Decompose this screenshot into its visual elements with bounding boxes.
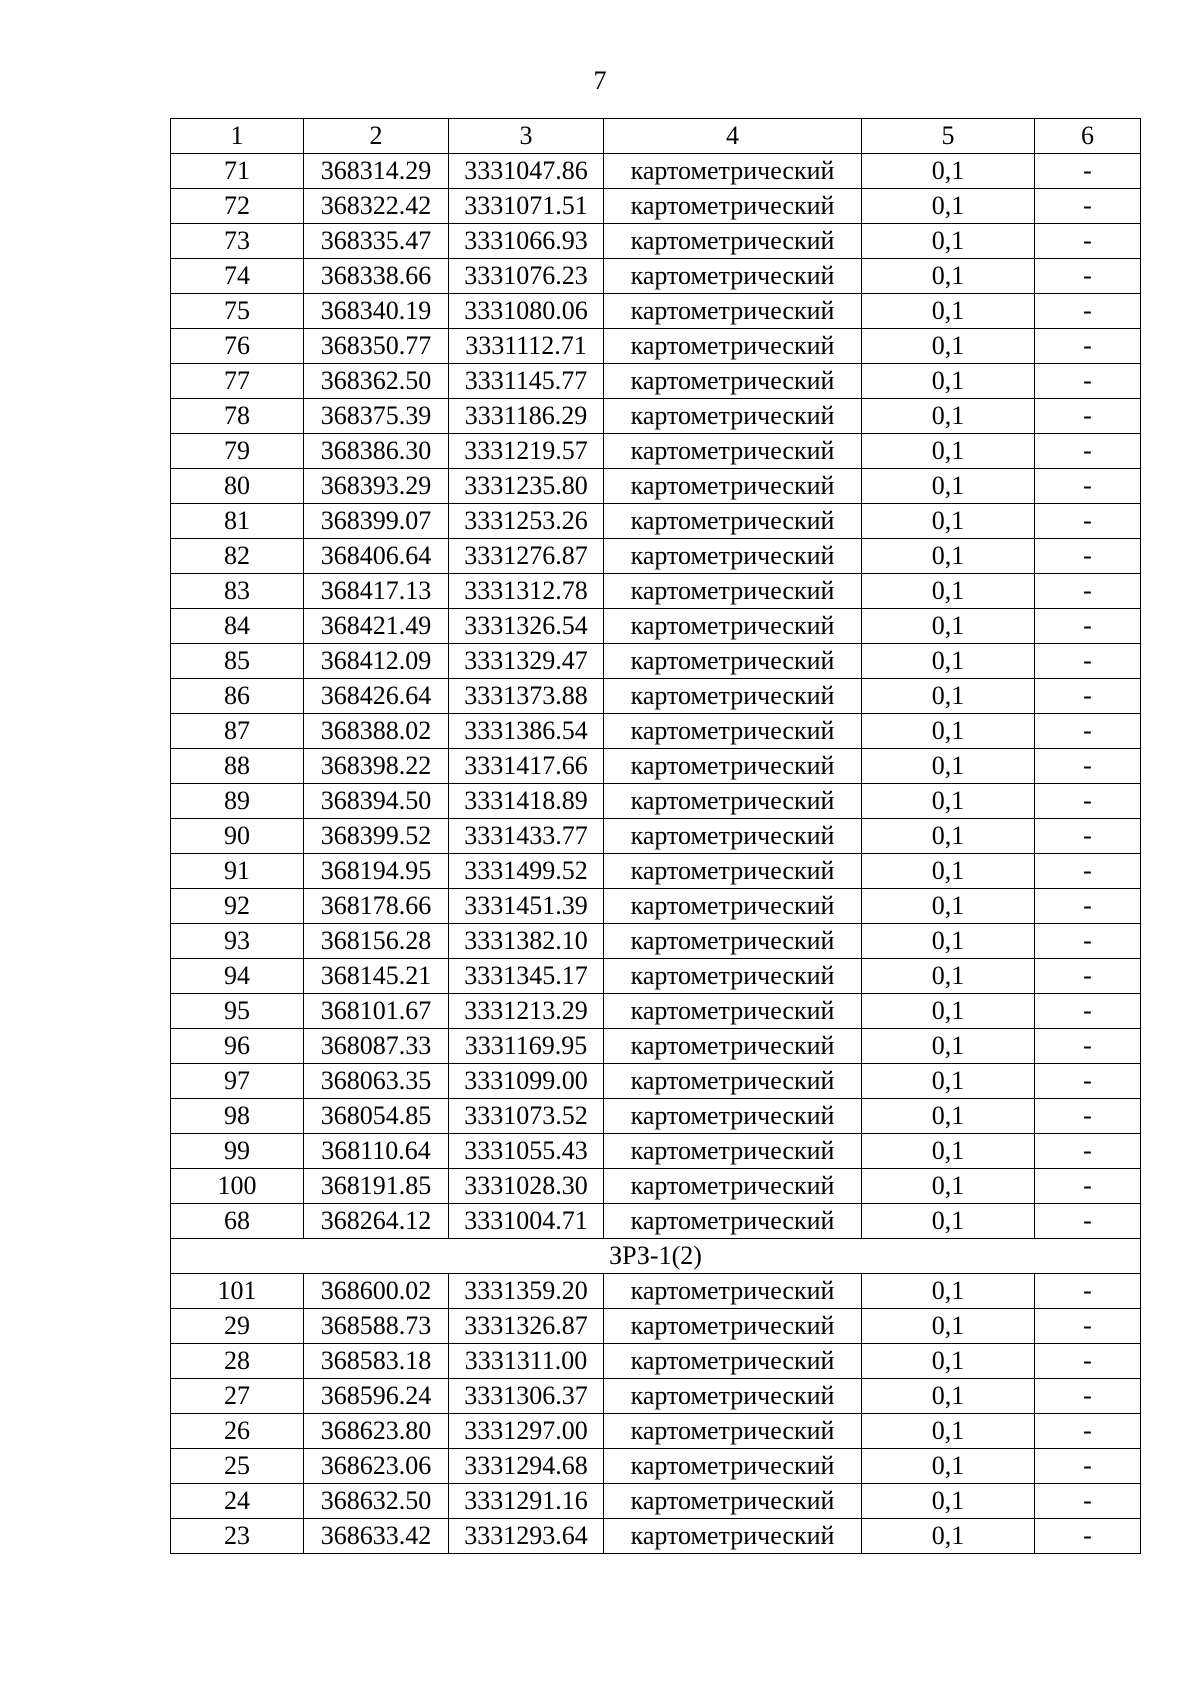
point-number-cell: 88 bbox=[171, 749, 304, 784]
method-cell: картометрический bbox=[604, 1099, 862, 1134]
note-cell: - bbox=[1035, 1169, 1141, 1204]
point-number-cell: 29 bbox=[171, 1309, 304, 1344]
x-coordinate-cell: 368583.18 bbox=[304, 1344, 449, 1379]
note-cell: - bbox=[1035, 1449, 1141, 1484]
x-coordinate-cell: 368412.09 bbox=[304, 644, 449, 679]
point-number-cell: 95 bbox=[171, 994, 304, 1029]
x-coordinate-cell: 368110.64 bbox=[304, 1134, 449, 1169]
point-number-cell: 96 bbox=[171, 1029, 304, 1064]
method-cell: картометрический bbox=[604, 1449, 862, 1484]
point-number-cell: 99 bbox=[171, 1134, 304, 1169]
method-cell: картометрический bbox=[604, 994, 862, 1029]
method-cell: картометрический bbox=[604, 294, 862, 329]
note-cell: - bbox=[1035, 994, 1141, 1029]
point-number-cell: 98 bbox=[171, 1099, 304, 1134]
method-cell: картометрический bbox=[604, 749, 862, 784]
header-cell: 1 bbox=[171, 119, 304, 154]
accuracy-cell: 0,1 bbox=[862, 259, 1035, 294]
y-coordinate-cell: 3331306.37 bbox=[449, 1379, 604, 1414]
y-coordinate-cell: 3331071.51 bbox=[449, 189, 604, 224]
point-number-cell: 74 bbox=[171, 259, 304, 294]
accuracy-cell: 0,1 bbox=[862, 364, 1035, 399]
table-row bbox=[171, 574, 1141, 609]
point-number-cell: 85 bbox=[171, 644, 304, 679]
point-number-cell: 68 bbox=[171, 1204, 304, 1239]
y-coordinate-cell: 3331418.89 bbox=[449, 784, 604, 819]
note-cell: - bbox=[1035, 1309, 1141, 1344]
accuracy-cell: 0,1 bbox=[862, 1519, 1035, 1554]
method-cell: картометрический bbox=[604, 924, 862, 959]
header-cell: 4 bbox=[604, 119, 862, 154]
accuracy-cell: 0,1 bbox=[862, 679, 1035, 714]
method-cell: картометрический bbox=[604, 259, 862, 294]
method-cell: картометрический bbox=[604, 504, 862, 539]
note-cell: - bbox=[1035, 539, 1141, 574]
table-row bbox=[171, 259, 1141, 294]
x-coordinate-cell: 368421.49 bbox=[304, 609, 449, 644]
point-number-cell: 23 bbox=[171, 1519, 304, 1554]
accuracy-cell: 0,1 bbox=[862, 644, 1035, 679]
note-cell: - bbox=[1035, 1344, 1141, 1379]
x-coordinate-cell: 368632.50 bbox=[304, 1484, 449, 1519]
accuracy-cell: 0,1 bbox=[862, 924, 1035, 959]
note-cell: - bbox=[1035, 679, 1141, 714]
table-row bbox=[171, 364, 1141, 399]
note-cell: - bbox=[1035, 784, 1141, 819]
point-number-cell: 72 bbox=[171, 189, 304, 224]
y-coordinate-cell: 3331219.57 bbox=[449, 434, 604, 469]
y-coordinate-cell: 3331055.43 bbox=[449, 1134, 604, 1169]
y-coordinate-cell: 3331326.87 bbox=[449, 1309, 604, 1344]
y-coordinate-cell: 3331293.64 bbox=[449, 1519, 604, 1554]
table-row bbox=[171, 294, 1141, 329]
note-cell: - bbox=[1035, 504, 1141, 539]
header-cell: 6 bbox=[1035, 119, 1141, 154]
point-number-cell: 89 bbox=[171, 784, 304, 819]
table-row bbox=[171, 399, 1141, 434]
y-coordinate-cell: 3331186.29 bbox=[449, 399, 604, 434]
x-coordinate-cell: 368087.33 bbox=[304, 1029, 449, 1064]
table-row bbox=[171, 959, 1141, 994]
point-number-cell: 76 bbox=[171, 329, 304, 364]
point-number-cell: 91 bbox=[171, 854, 304, 889]
table-row bbox=[171, 889, 1141, 924]
note-cell: - bbox=[1035, 1029, 1141, 1064]
note-cell: - bbox=[1035, 1204, 1141, 1239]
y-coordinate-cell: 3331213.29 bbox=[449, 994, 604, 1029]
point-number-cell: 86 bbox=[171, 679, 304, 714]
y-coordinate-cell: 3331386.54 bbox=[449, 714, 604, 749]
table-row bbox=[171, 679, 1141, 714]
method-cell: картометрический bbox=[604, 784, 862, 819]
accuracy-cell: 0,1 bbox=[862, 434, 1035, 469]
section-row bbox=[171, 1239, 1141, 1274]
note-cell: - bbox=[1035, 1099, 1141, 1134]
method-cell: картометрический bbox=[604, 1134, 862, 1169]
accuracy-cell: 0,1 bbox=[862, 294, 1035, 329]
x-coordinate-cell: 368623.06 bbox=[304, 1449, 449, 1484]
note-cell: - bbox=[1035, 1414, 1141, 1449]
accuracy-cell: 0,1 bbox=[862, 749, 1035, 784]
method-cell: картометрический bbox=[604, 434, 862, 469]
x-coordinate-cell: 368350.77 bbox=[304, 329, 449, 364]
accuracy-cell: 0,1 bbox=[862, 224, 1035, 259]
x-coordinate-cell: 368398.22 bbox=[304, 749, 449, 784]
table-row bbox=[171, 434, 1141, 469]
y-coordinate-cell: 3331099.00 bbox=[449, 1064, 604, 1099]
table-row bbox=[171, 539, 1141, 574]
x-coordinate-cell: 368393.29 bbox=[304, 469, 449, 504]
accuracy-cell: 0,1 bbox=[862, 1064, 1035, 1099]
x-coordinate-cell: 368388.02 bbox=[304, 714, 449, 749]
table-row bbox=[171, 644, 1141, 679]
note-cell: - bbox=[1035, 574, 1141, 609]
method-cell: картометрический bbox=[604, 889, 862, 924]
method-cell: картометрический bbox=[604, 1519, 862, 1554]
x-coordinate-cell: 368633.42 bbox=[304, 1519, 449, 1554]
x-coordinate-cell: 368322.42 bbox=[304, 189, 449, 224]
table-row bbox=[171, 504, 1141, 539]
x-coordinate-cell: 368399.52 bbox=[304, 819, 449, 854]
method-cell: картометрический bbox=[604, 539, 862, 574]
table-row bbox=[171, 1029, 1141, 1064]
accuracy-cell: 0,1 bbox=[862, 329, 1035, 364]
table-row bbox=[171, 1414, 1141, 1449]
table-row bbox=[171, 224, 1141, 259]
note-cell: - bbox=[1035, 854, 1141, 889]
accuracy-cell: 0,1 bbox=[862, 1484, 1035, 1519]
point-number-cell: 80 bbox=[171, 469, 304, 504]
table-row bbox=[171, 469, 1141, 504]
note-cell: - bbox=[1035, 224, 1141, 259]
point-number-cell: 82 bbox=[171, 539, 304, 574]
method-cell: картометрический bbox=[604, 714, 862, 749]
method-cell: картометрический bbox=[604, 574, 862, 609]
x-coordinate-cell: 368314.29 bbox=[304, 154, 449, 189]
method-cell: картометрический bbox=[604, 364, 862, 399]
point-number-cell: 27 bbox=[171, 1379, 304, 1414]
point-number-cell: 90 bbox=[171, 819, 304, 854]
note-cell: - bbox=[1035, 399, 1141, 434]
x-coordinate-cell: 368399.07 bbox=[304, 504, 449, 539]
y-coordinate-cell: 3331312.78 bbox=[449, 574, 604, 609]
x-coordinate-cell: 368191.85 bbox=[304, 1169, 449, 1204]
note-cell: - bbox=[1035, 924, 1141, 959]
note-cell: - bbox=[1035, 1519, 1141, 1554]
method-cell: картометрический bbox=[604, 819, 862, 854]
point-number-cell: 24 bbox=[171, 1484, 304, 1519]
x-coordinate-cell: 368417.13 bbox=[304, 574, 449, 609]
method-cell: картометрический bbox=[604, 1379, 862, 1414]
accuracy-cell: 0,1 bbox=[862, 1204, 1035, 1239]
x-coordinate-cell: 368063.35 bbox=[304, 1064, 449, 1099]
x-coordinate-cell: 368406.64 bbox=[304, 539, 449, 574]
y-coordinate-cell: 3331373.88 bbox=[449, 679, 604, 714]
accuracy-cell: 0,1 bbox=[862, 714, 1035, 749]
accuracy-cell: 0,1 bbox=[862, 784, 1035, 819]
table-row bbox=[171, 1064, 1141, 1099]
table-row bbox=[171, 1274, 1141, 1309]
y-coordinate-cell: 3331345.17 bbox=[449, 959, 604, 994]
note-cell: - bbox=[1035, 1484, 1141, 1519]
accuracy-cell: 0,1 bbox=[862, 819, 1035, 854]
accuracy-cell: 0,1 bbox=[862, 854, 1035, 889]
note-cell: - bbox=[1035, 329, 1141, 364]
y-coordinate-cell: 3331253.26 bbox=[449, 504, 604, 539]
accuracy-cell: 0,1 bbox=[862, 1449, 1035, 1484]
method-cell: картометрический bbox=[604, 1169, 862, 1204]
point-number-cell: 77 bbox=[171, 364, 304, 399]
note-cell: - bbox=[1035, 1134, 1141, 1169]
method-cell: картометрический bbox=[604, 644, 862, 679]
table-row bbox=[171, 1484, 1141, 1519]
x-coordinate-cell: 368335.47 bbox=[304, 224, 449, 259]
table-row bbox=[171, 819, 1141, 854]
point-number-cell: 93 bbox=[171, 924, 304, 959]
method-cell: картометрический bbox=[604, 679, 862, 714]
point-number-cell: 26 bbox=[171, 1414, 304, 1449]
y-coordinate-cell: 3331028.30 bbox=[449, 1169, 604, 1204]
point-number-cell: 25 bbox=[171, 1449, 304, 1484]
accuracy-cell: 0,1 bbox=[862, 1099, 1035, 1134]
note-cell: - bbox=[1035, 609, 1141, 644]
y-coordinate-cell: 3331451.39 bbox=[449, 889, 604, 924]
y-coordinate-cell: 3331080.06 bbox=[449, 294, 604, 329]
accuracy-cell: 0,1 bbox=[862, 504, 1035, 539]
table-row bbox=[171, 1099, 1141, 1134]
x-coordinate-cell: 368264.12 bbox=[304, 1204, 449, 1239]
accuracy-cell: 0,1 bbox=[862, 1169, 1035, 1204]
y-coordinate-cell: 3331359.20 bbox=[449, 1274, 604, 1309]
method-cell: картометрический bbox=[604, 1204, 862, 1239]
note-cell: - bbox=[1035, 189, 1141, 224]
note-cell: - bbox=[1035, 259, 1141, 294]
method-cell: картометрический bbox=[604, 1274, 862, 1309]
y-coordinate-cell: 3331112.71 bbox=[449, 329, 604, 364]
method-cell: картометрический bbox=[604, 1344, 862, 1379]
table-row bbox=[171, 854, 1141, 889]
note-cell: - bbox=[1035, 1274, 1141, 1309]
point-number-cell: 83 bbox=[171, 574, 304, 609]
accuracy-cell: 0,1 bbox=[862, 399, 1035, 434]
table-header-row bbox=[171, 119, 1141, 154]
y-coordinate-cell: 3331382.10 bbox=[449, 924, 604, 959]
point-number-cell: 79 bbox=[171, 434, 304, 469]
x-coordinate-cell: 368596.24 bbox=[304, 1379, 449, 1414]
point-number-cell: 28 bbox=[171, 1344, 304, 1379]
table-body bbox=[171, 119, 1141, 1554]
table-row bbox=[171, 1169, 1141, 1204]
method-cell: картометрический bbox=[604, 1309, 862, 1344]
method-cell: картометрический bbox=[604, 1484, 862, 1519]
table-row bbox=[171, 1449, 1141, 1484]
note-cell: - bbox=[1035, 469, 1141, 504]
y-coordinate-cell: 3331047.86 bbox=[449, 154, 604, 189]
x-coordinate-cell: 368340.19 bbox=[304, 294, 449, 329]
point-number-cell: 78 bbox=[171, 399, 304, 434]
y-coordinate-cell: 3331066.93 bbox=[449, 224, 604, 259]
note-cell: - bbox=[1035, 1379, 1141, 1414]
x-coordinate-cell: 368101.67 bbox=[304, 994, 449, 1029]
accuracy-cell: 0,1 bbox=[862, 1274, 1035, 1309]
header-cell: 3 bbox=[449, 119, 604, 154]
method-cell: картометрический bbox=[604, 329, 862, 364]
point-number-cell: 101 bbox=[171, 1274, 304, 1309]
note-cell: - bbox=[1035, 714, 1141, 749]
point-number-cell: 87 bbox=[171, 714, 304, 749]
accuracy-cell: 0,1 bbox=[862, 1029, 1035, 1064]
y-coordinate-cell: 3331329.47 bbox=[449, 644, 604, 679]
accuracy-cell: 0,1 bbox=[862, 189, 1035, 224]
y-coordinate-cell: 3331499.52 bbox=[449, 854, 604, 889]
note-cell: - bbox=[1035, 434, 1141, 469]
x-coordinate-cell: 368156.28 bbox=[304, 924, 449, 959]
method-cell: картометрический bbox=[604, 399, 862, 434]
accuracy-cell: 0,1 bbox=[862, 1414, 1035, 1449]
table-row bbox=[171, 924, 1141, 959]
table-row bbox=[171, 189, 1141, 224]
x-coordinate-cell: 368386.30 bbox=[304, 434, 449, 469]
accuracy-cell: 0,1 bbox=[862, 889, 1035, 924]
section-title: ЗРЗ-1(2) bbox=[171, 1239, 1141, 1274]
y-coordinate-cell: 3331294.68 bbox=[449, 1449, 604, 1484]
point-number-cell: 92 bbox=[171, 889, 304, 924]
accuracy-cell: 0,1 bbox=[862, 994, 1035, 1029]
x-coordinate-cell: 368362.50 bbox=[304, 364, 449, 399]
accuracy-cell: 0,1 bbox=[862, 1134, 1035, 1169]
note-cell: - bbox=[1035, 154, 1141, 189]
accuracy-cell: 0,1 bbox=[862, 609, 1035, 644]
x-coordinate-cell: 368145.21 bbox=[304, 959, 449, 994]
point-number-cell: 100 bbox=[171, 1169, 304, 1204]
point-number-cell: 94 bbox=[171, 959, 304, 994]
x-coordinate-cell: 368338.66 bbox=[304, 259, 449, 294]
y-coordinate-cell: 3331235.80 bbox=[449, 469, 604, 504]
y-coordinate-cell: 3331417.66 bbox=[449, 749, 604, 784]
y-coordinate-cell: 3331291.16 bbox=[449, 1484, 604, 1519]
table-row bbox=[171, 1344, 1141, 1379]
table-row bbox=[171, 154, 1141, 189]
method-cell: картометрический bbox=[604, 154, 862, 189]
point-number-cell: 97 bbox=[171, 1064, 304, 1099]
y-coordinate-cell: 3331169.95 bbox=[449, 1029, 604, 1064]
table-row bbox=[171, 1519, 1141, 1554]
y-coordinate-cell: 3331433.77 bbox=[449, 819, 604, 854]
method-cell: картометрический bbox=[604, 1414, 862, 1449]
x-coordinate-cell: 368426.64 bbox=[304, 679, 449, 714]
note-cell: - bbox=[1035, 364, 1141, 399]
method-cell: картометрический bbox=[604, 1064, 862, 1099]
coordinates-table bbox=[170, 118, 1141, 1554]
table-row bbox=[171, 784, 1141, 819]
note-cell: - bbox=[1035, 959, 1141, 994]
table-row bbox=[171, 329, 1141, 364]
table-row bbox=[171, 1134, 1141, 1169]
accuracy-cell: 0,1 bbox=[862, 154, 1035, 189]
x-coordinate-cell: 368194.95 bbox=[304, 854, 449, 889]
method-cell: картометрический bbox=[604, 189, 862, 224]
point-number-cell: 81 bbox=[171, 504, 304, 539]
x-coordinate-cell: 368588.73 bbox=[304, 1309, 449, 1344]
accuracy-cell: 0,1 bbox=[862, 469, 1035, 504]
x-coordinate-cell: 368375.39 bbox=[304, 399, 449, 434]
header-cell: 2 bbox=[304, 119, 449, 154]
point-number-cell: 84 bbox=[171, 609, 304, 644]
table-row bbox=[171, 714, 1141, 749]
note-cell: - bbox=[1035, 889, 1141, 924]
method-cell: картометрический bbox=[604, 854, 862, 889]
note-cell: - bbox=[1035, 1064, 1141, 1099]
table-row bbox=[171, 1204, 1141, 1239]
x-coordinate-cell: 368178.66 bbox=[304, 889, 449, 924]
y-coordinate-cell: 3331145.77 bbox=[449, 364, 604, 399]
point-number-cell: 73 bbox=[171, 224, 304, 259]
y-coordinate-cell: 3331004.71 bbox=[449, 1204, 604, 1239]
accuracy-cell: 0,1 bbox=[862, 1309, 1035, 1344]
y-coordinate-cell: 3331276.87 bbox=[449, 539, 604, 574]
y-coordinate-cell: 3331311.00 bbox=[449, 1344, 604, 1379]
method-cell: картометрический bbox=[604, 609, 862, 644]
y-coordinate-cell: 3331073.52 bbox=[449, 1099, 604, 1134]
note-cell: - bbox=[1035, 819, 1141, 854]
table-row bbox=[171, 1309, 1141, 1344]
y-coordinate-cell: 3331076.23 bbox=[449, 259, 604, 294]
header-cell: 5 bbox=[862, 119, 1035, 154]
method-cell: картометрический bbox=[604, 469, 862, 504]
table-row bbox=[171, 1379, 1141, 1414]
point-number-cell: 75 bbox=[171, 294, 304, 329]
method-cell: картометрический bbox=[604, 1029, 862, 1064]
accuracy-cell: 0,1 bbox=[862, 539, 1035, 574]
table-row bbox=[171, 749, 1141, 784]
y-coordinate-cell: 3331297.00 bbox=[449, 1414, 604, 1449]
x-coordinate-cell: 368054.85 bbox=[304, 1099, 449, 1134]
x-coordinate-cell: 368600.02 bbox=[304, 1274, 449, 1309]
page-number: 7 bbox=[593, 66, 607, 95]
note-cell: - bbox=[1035, 749, 1141, 784]
table-row bbox=[171, 609, 1141, 644]
x-coordinate-cell: 368394.50 bbox=[304, 784, 449, 819]
accuracy-cell: 0,1 bbox=[862, 959, 1035, 994]
table-row bbox=[171, 994, 1141, 1029]
note-cell: - bbox=[1035, 644, 1141, 679]
accuracy-cell: 0,1 bbox=[862, 1379, 1035, 1414]
y-coordinate-cell: 3331326.54 bbox=[449, 609, 604, 644]
point-number-cell: 71 bbox=[171, 154, 304, 189]
accuracy-cell: 0,1 bbox=[862, 1344, 1035, 1379]
method-cell: картометрический bbox=[604, 224, 862, 259]
x-coordinate-cell: 368623.80 bbox=[304, 1414, 449, 1449]
accuracy-cell: 0,1 bbox=[862, 574, 1035, 609]
note-cell: - bbox=[1035, 294, 1141, 329]
method-cell: картометрический bbox=[604, 959, 862, 994]
